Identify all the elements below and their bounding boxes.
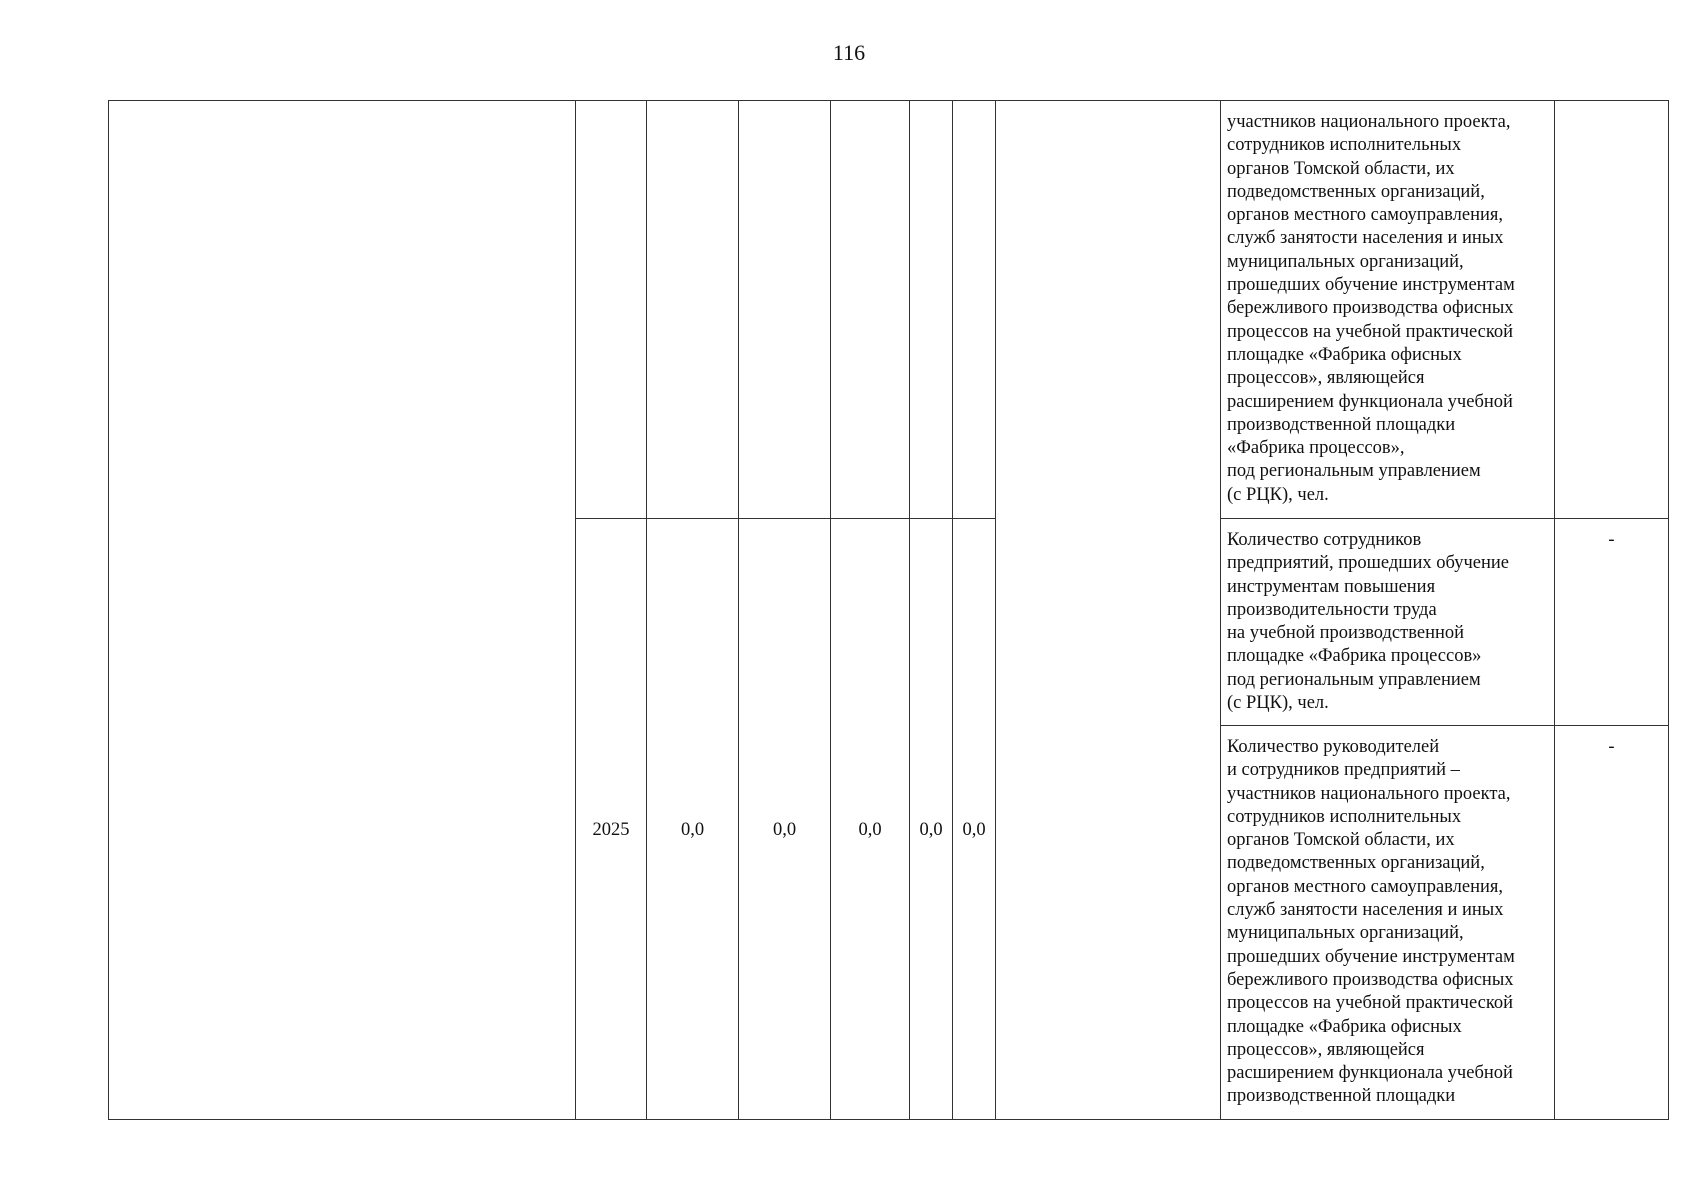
indicator-name-cell: Количество сотрудников предприятий, прошедших обучение инструментам повышения производительности труда на учебной производственной площадке «Фабрика процессов» под региональным управлением (с РЦК), чел. — [1221, 519, 1555, 726]
indicator-name-cell: участников национального проекта, сотрудников исполнительных органов Томской области, их подведомственных организаций, органов местного самоуправления, служб занятости населения и иных муниципальных организаций, прошедших обучение инструментам бережливого производства офисных процессов на учебной практической площадке «Фабрика офисных процессов», являющейся расширением функционала учебной производственной площадки «Фабрика процессов», под региональным управлением (с РЦК), чел. — [1221, 101, 1555, 519]
table-row — [109, 101, 1669, 519]
page-number: 116 — [832, 40, 866, 65]
regional-budget-cell — [831, 519, 910, 1120]
year-cell — [576, 519, 647, 1120]
total-cell — [647, 519, 739, 1120]
total-cell — [647, 101, 739, 519]
total-value: 0,0 — [680, 820, 705, 841]
other-sources-cell — [953, 101, 996, 519]
other-sources-cell — [953, 519, 996, 1120]
regional-budget-value: 0,0 — [858, 820, 882, 841]
federal-budget-value: 0,0 — [772, 820, 797, 841]
indicator-value-cell — [1555, 101, 1669, 519]
federal-budget-cell — [739, 101, 831, 519]
local-budget-value: 0,0 — [919, 820, 943, 841]
federal-budget-cell — [739, 519, 831, 1120]
program-table — [108, 100, 1669, 1120]
task-name-cell — [109, 101, 576, 1120]
executor-cell — [996, 101, 1221, 1120]
year-value: 2025 — [592, 820, 630, 841]
local-budget-cell — [910, 101, 953, 519]
other-sources-value: 0,0 — [962, 820, 986, 841]
indicator-name-cell: Количество руководителей и сотрудников предприятий – участников национального проекта, сотрудников исполнительных органов Томской области, их подведомственных организаций, органов местного самоуправления, служб занятости населения и иных муниципальных организаций, прошедших обучение инструментам бережливого производства офисных процессов на учебной практической площадке «Фабрика офисных процессов», являющейся расширением функционала учебной производственной площадки — [1221, 726, 1555, 1120]
indicator-value-cell: - — [1555, 519, 1669, 726]
regional-budget-cell — [831, 101, 910, 519]
local-budget-cell — [910, 519, 953, 1120]
indicator-value-cell: - — [1555, 726, 1669, 1120]
year-cell — [576, 101, 647, 519]
